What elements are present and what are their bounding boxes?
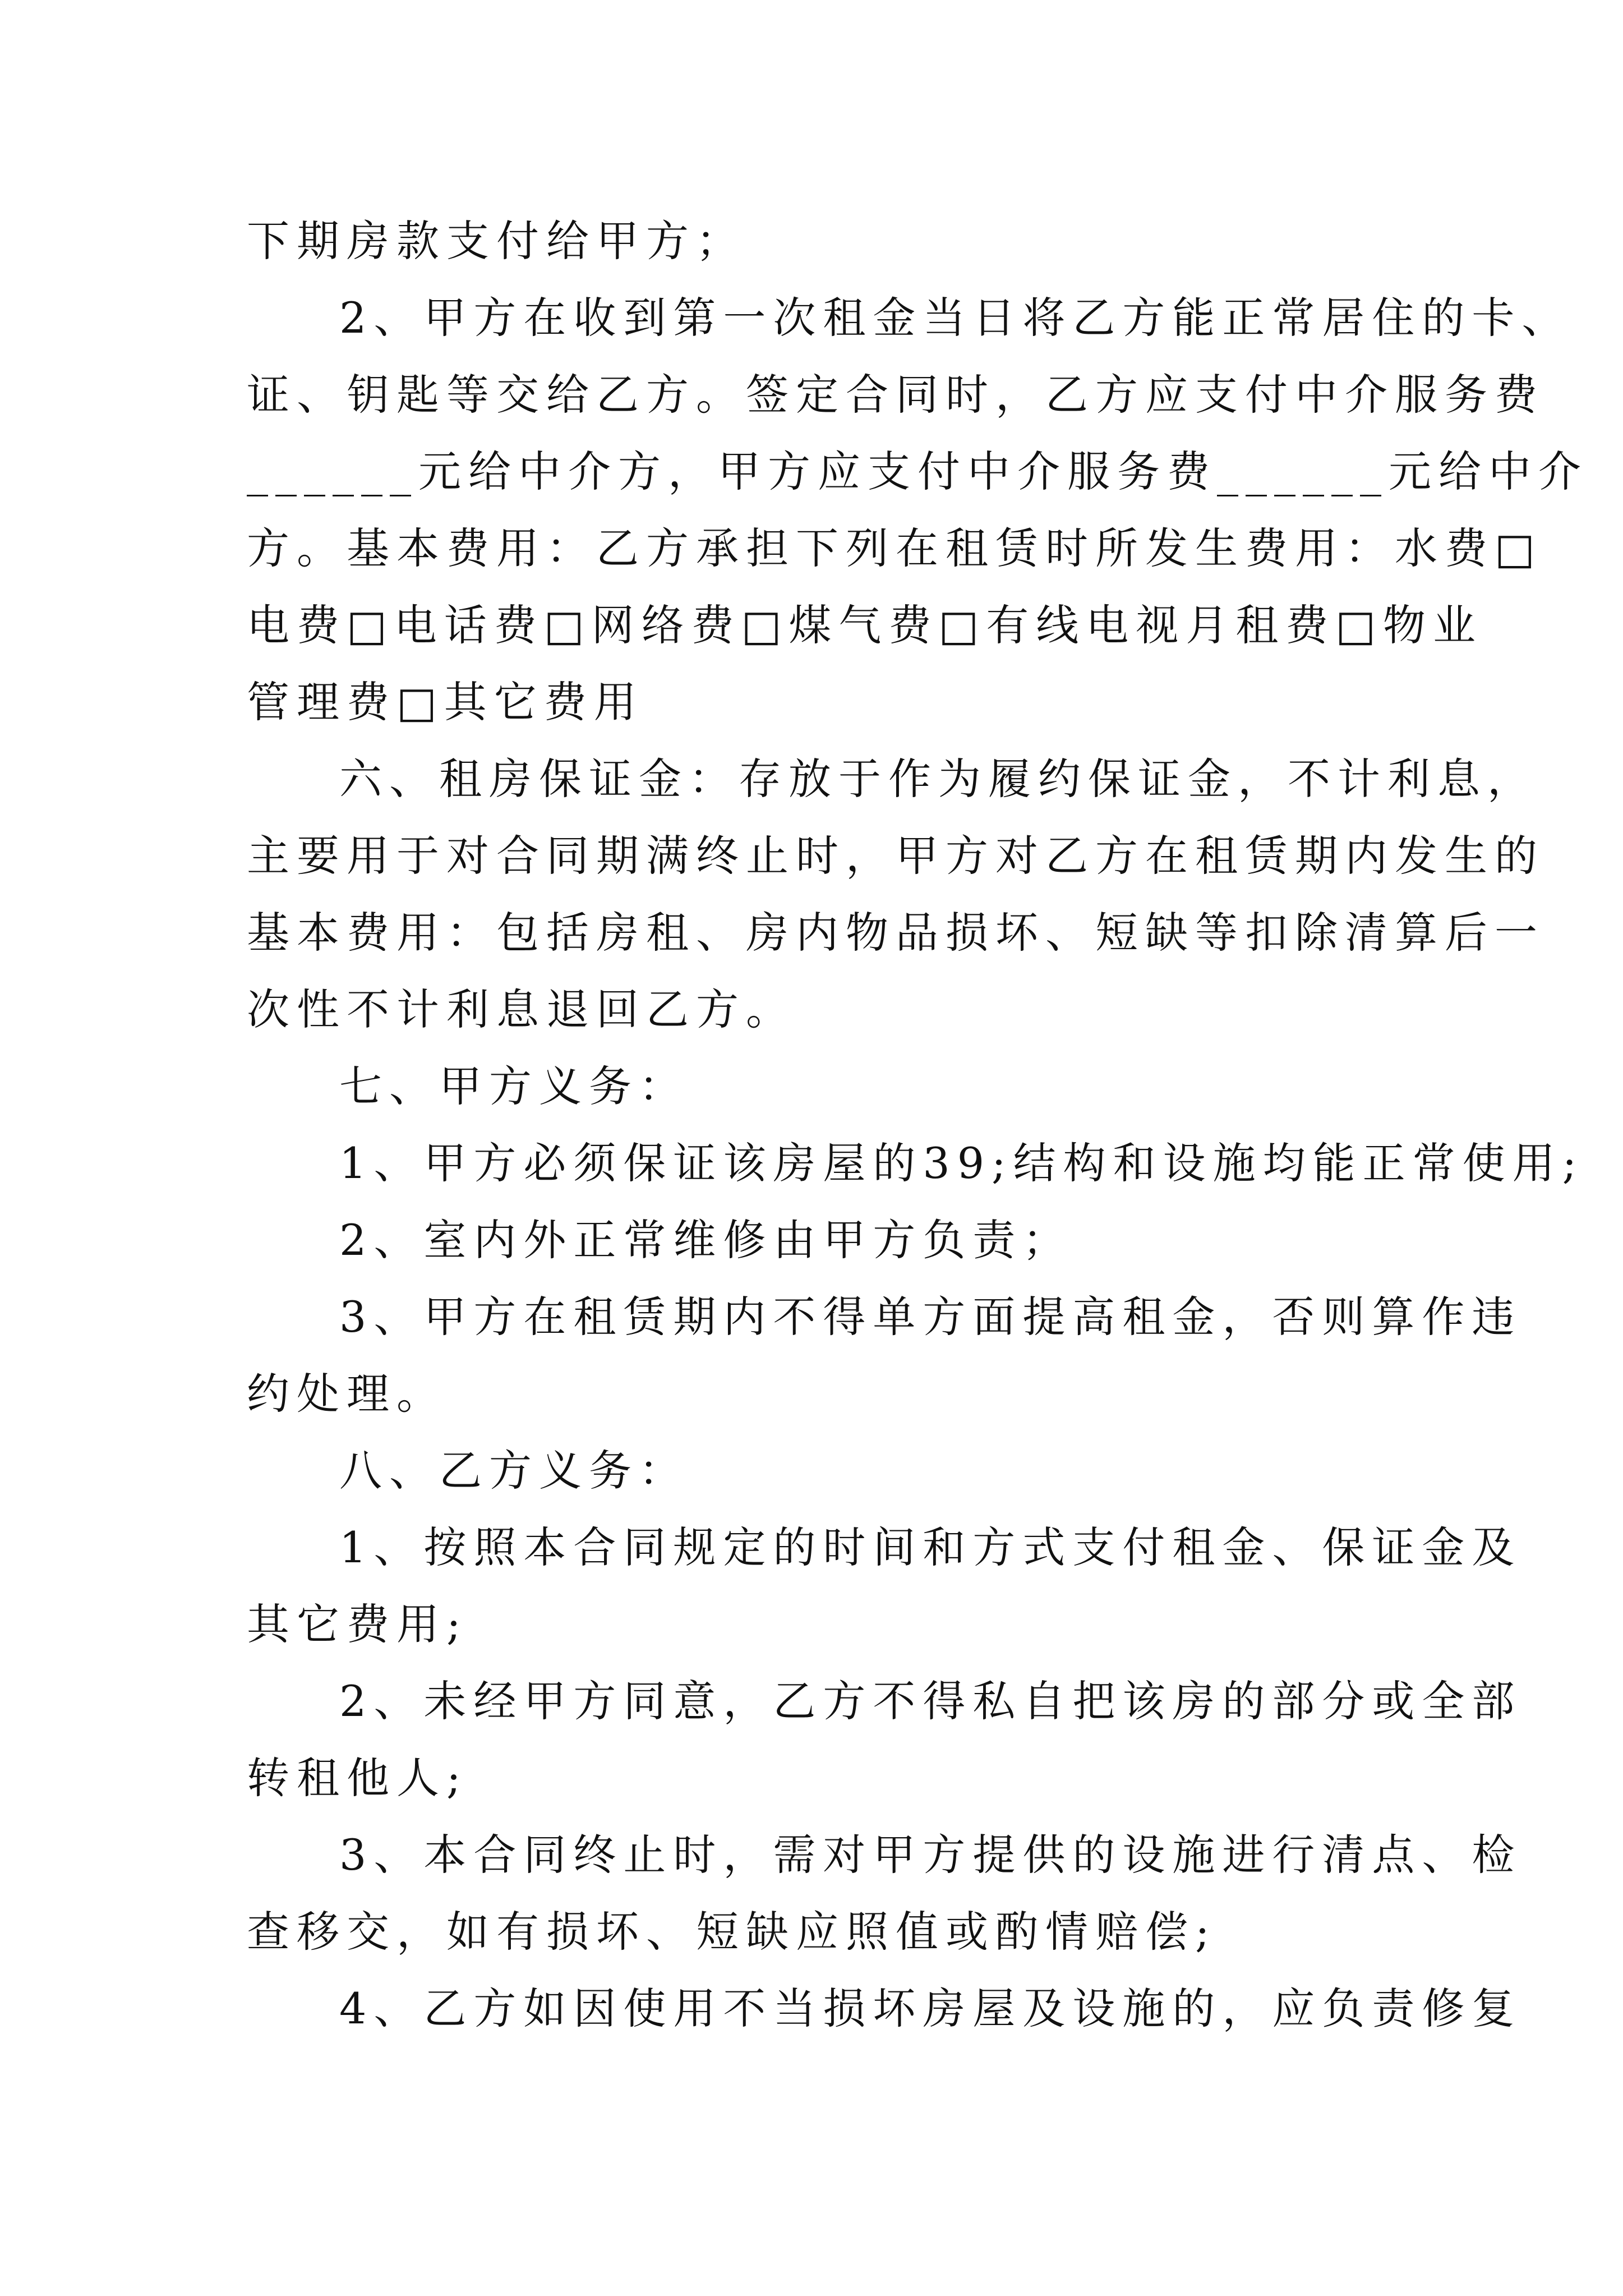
text-line-8: 六、租房保证金：存放于作为履约保证金，不计利息， xyxy=(339,754,1537,804)
text-line-21: 转租他人; xyxy=(247,1753,468,1803)
text-line-24: 4、乙方如因使用不当损坏房屋及设施的，应负责修复 xyxy=(339,1984,1522,2033)
text-line-3: 证、钥匙等交给乙方。签定合同时，乙方应支付中介服务费 xyxy=(247,370,1544,420)
text-line-5: 方。基本费用：乙方承担下列在租赁时所发生费用：水费□ xyxy=(247,523,1542,573)
text-line-20: 2、未经甲方同意，乙方不得私自把该房的部分或全部 xyxy=(339,1676,1522,1726)
text-line-13: 1、甲方必须保证该房屋的39;结构和设施均能正常使用; xyxy=(339,1138,1584,1188)
text-line-4: ______元给中介方，甲方应支付中介服务费______元给中介 xyxy=(247,447,1588,496)
text-line-14: 2、室内外正常维修由甲方负责； xyxy=(339,1215,1073,1265)
text-line-16: 约处理。 xyxy=(247,1369,446,1419)
text-line-15: 3、甲方在租赁期内不得单方面提高租金，否则算作违 xyxy=(339,1292,1522,1342)
text-line-6: 电费□电话费□网络费□煤气费□有线电视月租费□物业 xyxy=(247,600,1483,650)
text-line-18: 1、按照本合同规定的时间和方式支付租金、保证金及 xyxy=(339,1522,1522,1572)
text-line-23: 查移交，如有损坏、短缺应照值或酌情赔偿; xyxy=(247,1907,1217,1957)
text-line-1: 下期房款支付给甲方； xyxy=(247,216,746,266)
text-line-10: 基本费用：包括房租、房内物品损坏、短缺等扣除清算后一 xyxy=(247,908,1544,958)
text-line-7: 管理费□其它费用 xyxy=(247,677,644,727)
text-line-2: 2、甲方在收到第一次租金当日将乙方能正常居住的卡、 xyxy=(339,293,1572,343)
text-line-12: 七、甲方义务： xyxy=(339,1061,689,1111)
text-line-22: 3、本合同终止时，需对甲方提供的设施进行清点、检 xyxy=(339,1830,1522,1880)
text-line-19: 其它费用; xyxy=(247,1599,468,1649)
text-line-9: 主要用于对合同期满终止时，甲方对乙方在租赁期内发生的 xyxy=(247,831,1544,881)
text-line-11: 次性不计利息退回乙方。 xyxy=(247,984,796,1034)
text-line-17: 八、乙方义务： xyxy=(339,1446,689,1496)
